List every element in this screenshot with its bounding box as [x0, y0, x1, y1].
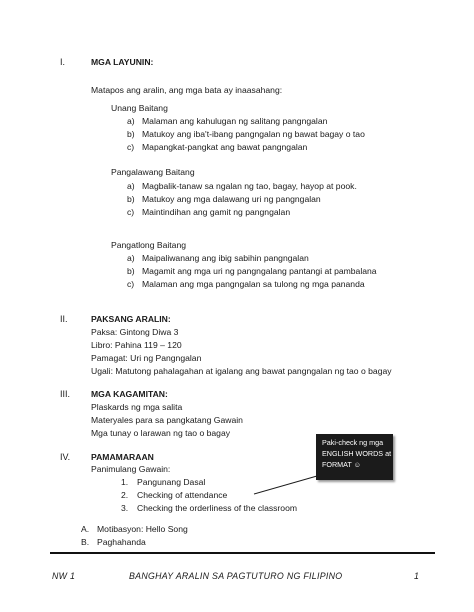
materials-line: Plaskards ng mga salita	[91, 402, 183, 412]
list-item-marker: a)	[127, 116, 135, 126]
level-1-label: Unang Baitang	[111, 103, 168, 113]
list-item: Matukoy ang iba't-ibang pangngalan ng bawat bagay o tao	[142, 129, 365, 139]
step-marker: 2.	[121, 490, 129, 500]
section-2-title: PAKSANG ARALIN:	[91, 314, 171, 324]
list-item-marker: a)	[127, 253, 135, 263]
footer-title: BANGHAY ARALIN SA PAGTUTURO NG FILIPINO	[129, 571, 343, 581]
list-item-marker: b)	[127, 194, 135, 204]
section-4-number: IV.	[60, 452, 71, 462]
footer-rule	[50, 552, 435, 554]
level-3-label: Pangatlong Baitang	[111, 240, 187, 250]
step-item: Pangunang Dasal	[137, 477, 206, 487]
topic-line: Paksa: Gintong Diwa 3	[91, 327, 179, 337]
list-item-marker: b)	[127, 266, 135, 276]
list-item-marker: b)	[127, 129, 135, 139]
section-3-number: III.	[60, 389, 71, 399]
step-item: Checking the orderliness of the classroom	[137, 503, 298, 513]
review-comment[interactable]	[316, 434, 393, 480]
comment-line: Paki-check ng mga	[322, 438, 384, 447]
list-item-marker: a)	[127, 181, 135, 191]
part-item: Paghahanda	[97, 537, 146, 547]
list-item: Malaman ang mga pangngalan sa tulong ng mga pananda	[142, 279, 365, 289]
topic-line: Ugali: Matutong pahalagahan at igalang ang bawat pangngalan ng tao o bagay	[91, 366, 392, 376]
step-marker: 3.	[121, 503, 129, 513]
topic-line: Pamagat: Uri ng Pangngalan	[91, 353, 202, 363]
section-3-title: MGA KAGAMITAN:	[91, 389, 168, 399]
list-item-marker: c)	[127, 279, 135, 289]
part-marker: A.	[81, 524, 90, 534]
list-item: Matukoy ang mga dalawang uri ng pangngalan	[142, 194, 321, 204]
objectives-intro: Matapos ang aralin, ang mga bata ay inaasahang:	[91, 85, 283, 95]
section-1-number: I.	[60, 57, 66, 67]
section-2-number: II.	[60, 314, 68, 324]
list-item: Mapangkat-pangkat ang bawat pangngalan	[142, 142, 308, 152]
comment-line: ENGLISH WORDS at	[322, 449, 392, 458]
list-item: Maintindihan ang gamit ng pangngalan	[142, 207, 291, 217]
step-marker: 1.	[121, 477, 129, 487]
comment-line: FORMAT ☺	[322, 460, 362, 469]
list-item: Magamit ang mga uri ng pangngalang pantangi at pambalana	[142, 266, 377, 276]
list-item: Magbalik-tanaw sa ngalan ng tao, bagay, hayop at pook.	[142, 181, 357, 191]
level-2-label: Pangalawang Baitang	[111, 167, 195, 177]
part-item: Motibasyon: Hello Song	[97, 524, 188, 534]
list-item: Malaman ang kahulugan ng salitang pangngalan	[142, 116, 328, 126]
list-item: Maipaliwanang ang ibig sabihin pangngalan	[142, 253, 309, 263]
part-marker: B.	[81, 537, 90, 547]
section-1-title: MGA LAYUNIN:	[91, 57, 154, 67]
footer-left: NW 1	[52, 571, 76, 581]
materials-line: Mga tunay o larawan ng tao o bagay	[91, 428, 231, 438]
materials-line: Materyales para sa pangkatang Gawain	[91, 415, 243, 425]
procedure-subtitle: Panimulang Gawain:	[91, 464, 171, 474]
topic-line: Libro: Pahina 119 – 120	[91, 340, 182, 350]
list-item-marker: c)	[127, 142, 135, 152]
section-4-title: PAMAMARAAN	[91, 452, 154, 462]
list-item-marker: c)	[127, 207, 135, 217]
page-number: 1	[414, 571, 420, 581]
step-item: Checking of attendance	[137, 490, 228, 500]
